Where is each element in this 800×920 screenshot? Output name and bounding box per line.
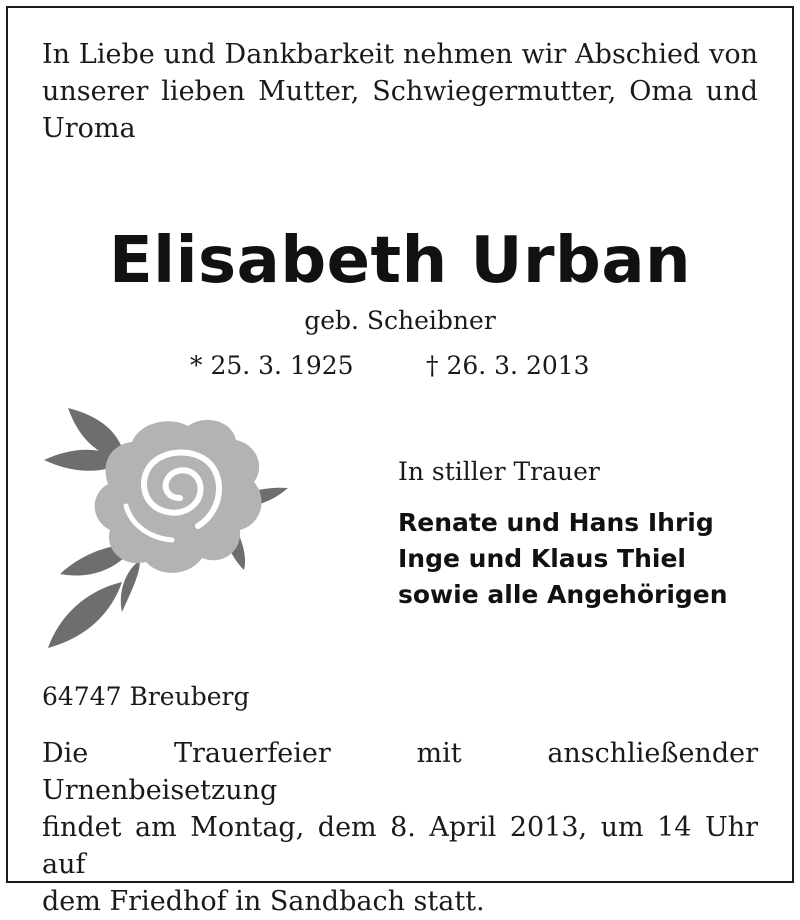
life-dates	[0, 351, 800, 387]
leaf-bottom-mid	[121, 560, 140, 612]
rose-icon	[40, 402, 296, 656]
birth-date: * 25. 3. 1925	[190, 351, 354, 380]
intro-line-3: Uroma	[42, 113, 136, 144]
service-line-2: findet am Montag, dem 8. April 2013, um 14 Uhr auf	[42, 812, 758, 880]
deceased-name: Elisabeth Urban	[108, 224, 692, 298]
service-line-3: dem Friedhof in Sandbach statt.	[42, 886, 485, 917]
location: 64747 Breuberg	[42, 682, 250, 711]
maiden-name: geb. Scheibner	[304, 306, 496, 335]
mourning-label: In stiller Trauer	[398, 457, 600, 486]
intro-line-2: unserer lieben Mutter, Schwiegermutter, Oma und	[42, 76, 758, 107]
mourners-list	[398, 505, 728, 613]
mourner-line: Renate und Hans Ihrig	[398, 508, 714, 537]
intro-text	[42, 36, 758, 147]
mourner-line: sowie alle Angehörigen	[398, 580, 728, 609]
intro-line-1: In Liebe und Dankbarkeit nehmen wir Abschied von	[42, 39, 758, 70]
service-line-1: Die Trauerfeier mit anschließender Urnenbeisetzung	[42, 738, 758, 806]
leaf-bottom	[48, 582, 122, 648]
death-date: † 26. 3. 2013	[426, 351, 590, 380]
service-text	[42, 735, 758, 920]
mourner-line: Inge und Klaus Thiel	[398, 544, 686, 573]
